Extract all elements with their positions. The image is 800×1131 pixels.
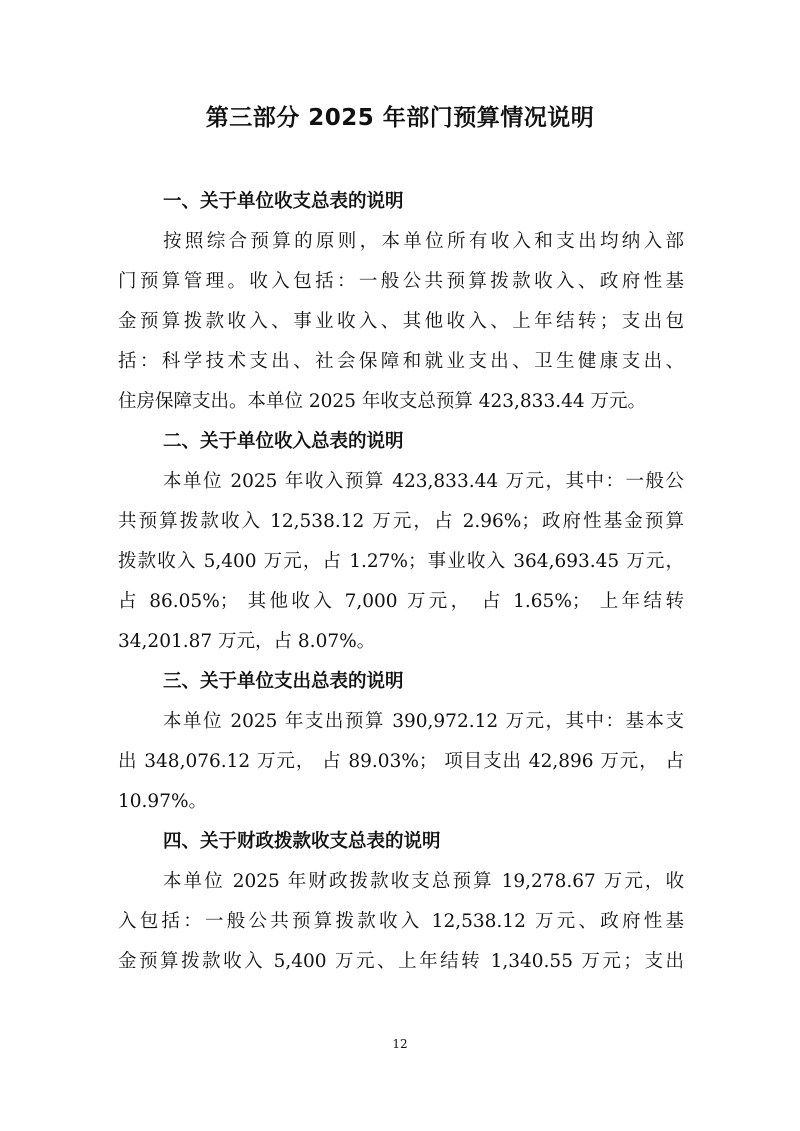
section-heading: 一、关于单位收支总表的说明 xyxy=(163,191,404,212)
section-3 xyxy=(118,662,684,822)
section-paragraph xyxy=(118,222,684,422)
paragraph-line: 入包括：一般公共预算拨款收入 12,538.12 万元、政府性基 xyxy=(118,911,684,932)
paragraph-line: 门预算管理。收入包括：一般公共预算拨款收入、政府性基 xyxy=(118,271,684,292)
paragraph-line: 拨款收入 5,400 万元，占 1.27%；事业收入 364,693.45 万元， xyxy=(118,551,684,572)
paragraph-line: 本单位 2025 年财政拨款收支总预算 19,278.67 万元，收 xyxy=(163,871,684,892)
paragraph-line: 出 348,076.12 万元， 占 89.03%； 项目支出 42,896 万元， 占 xyxy=(118,751,684,772)
paragraph-line: 括：科学技术支出、社会保障和就业支出、卫生健康支出、 xyxy=(118,351,684,372)
page-number: 12 xyxy=(392,1037,408,1051)
section-heading: 四、关于财政拨款收支总表的说明 xyxy=(163,831,441,852)
paragraph-line: 34,201.87 万元，占 8.07%。 xyxy=(118,631,376,652)
section-paragraph xyxy=(118,702,684,822)
paragraph-line: 占 86.05%； 其他收入 7,000 万元， 占 1.65%； 上年结转 xyxy=(118,591,684,612)
paragraph-line: 金预算拨款收入 5,400 万元、上年结转 1,340.55 万元；支出 xyxy=(118,951,684,972)
section-paragraph xyxy=(118,462,684,662)
paragraph-line: 住房保障支出。本单位 2025 年收支总预算 423,833.44 万元。 xyxy=(118,391,647,412)
page-title: 第三部分 2025 年部门预算情况说明 xyxy=(205,105,595,131)
paragraph-line: 10.97%。 xyxy=(118,791,208,812)
section-4 xyxy=(118,822,684,982)
section-heading: 二、关于单位收入总表的说明 xyxy=(163,431,404,452)
document-body xyxy=(118,182,684,982)
paragraph-line: 按照综合预算的原则，本单位所有收入和支出均纳入部 xyxy=(163,231,684,252)
section-heading: 三、关于单位支出总表的说明 xyxy=(163,671,404,692)
section-1 xyxy=(118,182,684,422)
section-2 xyxy=(118,422,684,662)
section-paragraph xyxy=(118,862,684,982)
paragraph-line: 金预算拨款收入、事业收入、其他收入、上年结转；支出包 xyxy=(118,311,684,332)
paragraph-line: 共预算拨款收入 12,538.12 万元，占 2.96%；政府性基金预算 xyxy=(118,511,684,532)
paragraph-line: 本单位 2025 年收入预算 423,833.44 万元，其中：一般公 xyxy=(163,471,684,492)
paragraph-line: 本单位 2025 年支出预算 390,972.12 万元，其中：基本支 xyxy=(163,711,684,732)
